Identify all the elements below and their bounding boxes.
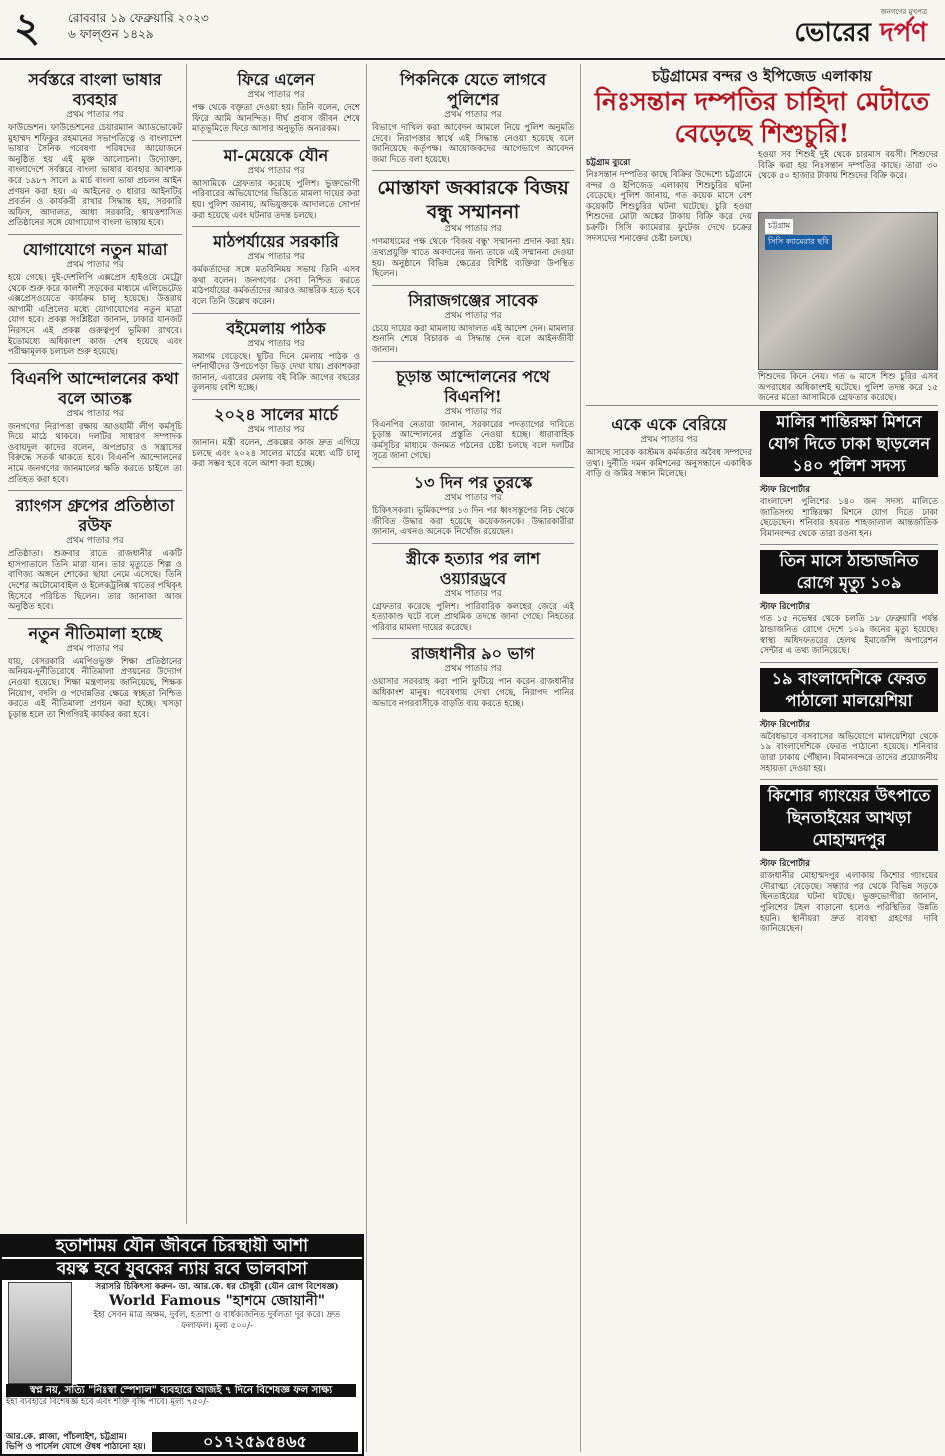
article-headline[interactable]: নতুন নীতিমালা হচ্ছে bbox=[28, 623, 162, 643]
article-body: চেয়ে দায়ের করা মামলায় আদালত এই আদেশ দেন। মামলার শুনানি শেষে বিচারক এ সিদ্ধান্ত দেন বলে আইনজীবী জানান। bbox=[372, 323, 574, 355]
continued-label: প্রথম পাতার পর bbox=[66, 259, 124, 270]
brand-name bbox=[794, 18, 927, 48]
lead-story-side bbox=[758, 150, 938, 182]
article-body: কর্মকর্তাদের সঙ্গে মতবিনিময় সভায় তিনি এসব কথা বলেন। জনগণের সেবা নিশ্চিত করতে মাঠপর্যায়ের কর্মকর্তাদের আরও আন্তরিক হতে হবে বলে তিনি উল্লেখ করেন। bbox=[192, 265, 360, 307]
ad-bottom bbox=[6, 1384, 356, 1408]
continued-label: প্রথম পাতার পর bbox=[66, 110, 124, 120]
article-headline[interactable]: কিশোর গ্যাংয়ের উৎপাতে ছিনতাইয়ের আখড়া মোহাম্মদপুর bbox=[760, 785, 938, 851]
article-headline[interactable]: ফিরে এলেন bbox=[237, 70, 315, 89]
article-body: ফাউন্ডেশন। ফাউন্ডেশনের চেয়ারম্যান অ্যাডভোকেট মুহাম্মদ শফিকুর রহমানের সভাপতিত্বে ও বাংলাদেশ ভাষার সৈনিক গবেষণা পরিষদের আয়োজনে অনুষ্ঠিত হয় এই মুক্ত আলোচনা। উদ্যোক্তা, বাংলাদেশে সর্বস্তরে বাংলা ভাষার ব্যবহার আবশ্যক করে ১৯৮৭ সালে ৯ মার্চ বাংলা ভাষা প্রচলন আইন প্রণয়ন করা হয়। এ আইনের ৩ ধারার আইনটির প্রবর্তন ও কার্যকরী রাখার সিদ্ধান্ত হয়, সরকারি অফিস, আদালত, আধা সরকারি, স্বায়ত্তশাসিত প্রতিষ্ঠানের সঙ্গে যোগাযোগ বাংলা ভাষায় হবে। bbox=[8, 123, 182, 229]
continued-label: প্রথম পাতার পর bbox=[66, 536, 124, 547]
article-body: জনগণের নিরাপত্তা রক্ষায় আওয়ামী লীগ কর্মসূচি দিয়ে মাঠে থাকবে। দলটির সাধারণ সম্পাদক ওবায়দুল কাদের বলেন, অপপ্রচার ও সন্ত্রাসের বিরুদ্ধে সতর্ক থাকতে হবে। বিএনপি আন্দোলনের নামে জনগণের জানমালের ক্ষতি করতে চাইলে তা প্রতিহত করা হবে। bbox=[8, 421, 182, 485]
divider bbox=[192, 140, 360, 141]
divider bbox=[192, 226, 360, 227]
ad-strip-description: ইহা ব্যবহারে বিশেষজ্ঞ হবে এবং শক্তি বৃদ্ধি পাবে। মূল্য ৭৫০/- bbox=[6, 1397, 209, 1407]
continued-label: প্রথম পাতার পর bbox=[66, 643, 124, 654]
article-headline[interactable]: স্ত্রীকে হত্যার পর লাশ ওয়্যারড্রবে bbox=[405, 548, 541, 588]
article-headline[interactable]: সর্বস্তরে বাংলা ভাষার ব্যবহার bbox=[28, 70, 162, 109]
article-headline[interactable]: মোস্তাফা জব্বারকে বিজয় বন্ধু সম্মাননা bbox=[377, 177, 569, 224]
continued-label: প্রথম পাতার পর bbox=[444, 310, 502, 321]
continued-label: প্রথম পাতার পর bbox=[247, 252, 305, 263]
divider bbox=[372, 361, 574, 362]
divider bbox=[372, 638, 574, 639]
lead-story-text bbox=[586, 150, 752, 244]
ad-address: আর.কে. প্লাজা, পাঁচলাইশ, চট্টগ্রাম। ভিপি ও পার্সেল যোগে ঔষধ পাঠানো হয়। bbox=[6, 1432, 146, 1452]
article-body: জানান। মন্ত্রী বলেন, প্রকল্পের কাজ দ্রুত এগিয়ে চলছে এবং ২০২৪ সালের মার্চের মধ্যে এটি চালু করা সম্ভব হবে বলে আশা করা হচ্ছে। bbox=[192, 437, 360, 470]
peacekeeping-story bbox=[760, 411, 938, 935]
byline: স্টাফ রিপোর্টার bbox=[760, 485, 810, 495]
divider bbox=[8, 490, 182, 491]
byline: স্টাফ রিপোর্টার bbox=[760, 859, 810, 870]
article-headline[interactable]: মা-মেয়েকে যৌন bbox=[223, 145, 329, 165]
brand-name-part2: দর্পণ bbox=[879, 18, 927, 48]
article-headline[interactable]: সিরাজগঞ্জের সাবেক bbox=[408, 290, 538, 310]
divider bbox=[192, 313, 360, 314]
divider bbox=[586, 405, 938, 406]
ad-text bbox=[78, 1282, 356, 1332]
continued-label: প্রথম পাতার পর bbox=[247, 90, 305, 100]
divider bbox=[760, 779, 938, 780]
divider bbox=[372, 285, 574, 286]
date-bengali: ৬ ফাল্গুন ১৪২৯ bbox=[68, 27, 154, 41]
continued-label: প্রথম পাতার পর bbox=[444, 492, 502, 503]
product-description: ইহা সেবন মাত্র অক্ষম, দুর্বল, হতাশা ও বার্ধক্যজনিত দুর্বলতা দূর করে। দ্রুত ফলাফল। মূল্য ৫০০/- bbox=[93, 1310, 341, 1331]
article-headline[interactable]: ২০২৪ সালের মার্চে bbox=[214, 404, 338, 424]
byline: চট্টগ্রাম ব্যুরো bbox=[586, 158, 631, 168]
article-headline[interactable]: একে একে বেরিয়ে bbox=[611, 415, 727, 434]
article-body: শিশুদের কিনে নেয়। গত ৬ মাসে শিশু চুরির এসব অপরাধের অধিকাংশই ঘটেছে। পুলিশ তদন্ত করে ১৫ জনের মতো আসামিকে গ্রেফতার করেছে। bbox=[758, 372, 938, 404]
article-body: অবৈধভাবে বসবাসের অভিযোগে মালয়েশিয়া থেকে ১৯ বাংলাদেশিকে ফেরত পাঠানো হয়েছে। শনিবার তারা ঢাকায় পৌঁছান। বিমানবন্দরে তাদের প্রয়োজনীয় সহায়তা দেওয়া হয়। bbox=[760, 731, 938, 774]
divider bbox=[192, 399, 360, 400]
article-body: আসামিকে গ্রেফতার করেছে পুলিশ। ভুক্তভোগী পরিবারের অভিযোগের ভিত্তিতে মামলা দায়ের করা হয়। পুলিশ জানায়, অভিযুক্তকে আদালতে সোপর্দ করা হয়েছে এবং ঘটনার তদন্ত চলছে। bbox=[192, 178, 360, 221]
article-headline[interactable]: যোগাযোগে নতুন মাত্রা bbox=[22, 239, 168, 259]
article-headline[interactable]: রাজধানীর ৯০ ভাগ bbox=[411, 644, 535, 664]
article-body: গ্রেফতার করেছে পুলিশ। পারিবারিক কলহের জেরে এই হত্যাকাণ্ড ঘটে বলে প্রাথমিক তদন্তে জানা গেছে। নিহতের পরিবার মামলা দায়ের করেছে। bbox=[372, 601, 574, 633]
date-gregorian: রোববার ১৯ ফেব্রুয়ারি ২০২৩ bbox=[68, 11, 209, 25]
column-divider bbox=[186, 64, 187, 1224]
divider bbox=[372, 170, 574, 171]
article-headline[interactable]: মাঠপর্যায়ের সরকারি bbox=[213, 232, 339, 252]
lead-story-continuation bbox=[758, 372, 938, 404]
article-body: হওয়া সব শিশুই দুই থেকে চারমাস বয়সী। শিশুদের বিক্রি করা হয় নিঃসন্তান দম্পতির কাছে। তারা ৩০ থেকে ৫০ হাজার টাকায় শিশুদের বিক্রি করে। bbox=[758, 150, 938, 182]
divider bbox=[372, 543, 574, 544]
article-headline[interactable]: চূড়ান্ত আন্দোলনের পথে বিএনপি! bbox=[396, 366, 550, 406]
divider bbox=[8, 234, 182, 235]
column-divider bbox=[580, 64, 581, 1452]
divider bbox=[372, 467, 574, 468]
continued-label: প্রথম পাতার পর bbox=[444, 224, 502, 235]
photo-location-tag: চট্টগ্রাম bbox=[765, 219, 793, 234]
article-body: গণমাধ্যমের পক্ষ থেকে 'বিজয় বন্ধু' সম্মাননা প্রদান করা হয়। তথ্যপ্রযুক্তি খাতে অবদানের জন্য তাকে এই সম্মাননা দেওয়া হয়। অনুষ্ঠানে বিভিন্ন ক্ষেত্রের বিশিষ্ট ব্যক্তিরা উপস্থিত ছিলেন। bbox=[372, 237, 574, 280]
photo-caption-tag: সিসি ক্যামেরার ছবি bbox=[765, 235, 832, 250]
continued-label: প্রথম পাতার পর bbox=[247, 165, 305, 176]
ad-title-1: হতাশাময় যৌন জীবনে চিরস্থায়ী আশা bbox=[2, 1236, 362, 1257]
article-body: প্রতিষ্ঠাতা। শুক্রবার রাতে রাজধানীর একটি হাসপাতালে তিনি মারা যান। তার মৃত্যুতে শিল্প ও বাণিজ্য অঙ্গনে শোকের ছায়া নেমে এসেছে। তিনি দেশের অটোমোবাইল ও ইলেকট্রনিক্স খাতের পথিকৃৎ হিসেবে পরিচিত ছিলেন। তার জানাজা আজ অনুষ্ঠিত হবে। bbox=[8, 549, 182, 613]
article-headline[interactable]: র‍্যাংগস গ্রুপের প্রতিষ্ঠাতা রউফ bbox=[15, 496, 175, 536]
continued-label: প্রথম পাতার পর bbox=[444, 406, 502, 417]
continued-label: প্রথম পাতার পর bbox=[444, 588, 502, 599]
article-headline[interactable]: পিকনিকে যেতে লাগবে পুলিশের bbox=[399, 70, 547, 109]
ad-strip: স্বপ্ন নয়, সত্যি "নিঃস্বা স্পেশাল" ব্যবহারে আজই ৭ দিনে বিশেষজ্ঞ ফল সাক্ষ্য bbox=[6, 1384, 356, 1397]
doctor-portrait bbox=[8, 1282, 72, 1384]
page-number: ২ bbox=[14, 4, 41, 51]
article-body: বিএনপির নেতারা জানান, সরকারের পদত্যাগের দাবিতে চূড়ান্ত আন্দোলনের প্রস্তুতি নেওয়া হচ্ছে। ধারাবাহিক কর্মসূচির মাধ্যমে জনমত গঠনের চেষ্টা চলছে বলে দলটির সূত্রে জানা গেছে। bbox=[372, 419, 574, 462]
article-body: রাজধানীর মোহাম্মদপুর এলাকায় কিশোর গ্যাংয়ের দৌরাত্ম্য বেড়েছে। সন্ধ্যার পর থেকে বিভিন্ন সড়কে ছিনতাইয়ের ঘটনা ঘটছে। ভুক্তভোগীরা জানান, পুলিশের টহল বাড়ানো হলেও পরিস্থিতির উন্নতি হয়নি। স্থানীয়রা দ্রুত ব্যবস্থা গ্রহণের দাবি জানিয়েছেন। bbox=[760, 871, 938, 935]
lead-headline[interactable]: নিঃসন্তান দম্পতির চাহিদা মেটাতে বেড়েছে শিশুচুরি! bbox=[594, 87, 930, 148]
article-body: নিঃসন্তান দম্পতির কাছে বিক্রির উদ্দেশ্যে চট্টগ্রামে বন্দর ও ইপিজেড এলাকায় শিশুচুরির ঘটনা বেড়েছে। পুলিশ জানায়, গত কয়েক মাসে বেশ কয়েকটি শিশুচুরির ঘটনা ঘটেছে। চুরি হওয়া শিশুদের মোটা অঙ্কের টাকায় বিক্রি করে দেয় চক্রটি। সিসি ক্যামেরার ফুটেজ দেখে চক্রের সদস্যদের শনাক্তের চেষ্টা চলছে। bbox=[586, 170, 752, 244]
article-headline[interactable]: ১৯ বাংলাদেশিকে ফেরত পাঠালো মালয়েশিয়া bbox=[760, 668, 938, 712]
article-body: ওয়াসার সরবরাহ করা পানি ফুটিয়ে পান করেন রাজধানীর অধিকাংশ মানুষ। গবেষণায় দেখা গেছে, নিরাপদ পানির অভাবে নগরবাসীকে বাড়তি ব্যয় করতে হচ্ছে। bbox=[372, 677, 574, 709]
continued-label: প্রথম পাতার পর bbox=[640, 435, 698, 445]
article-body: যায়, বেসরকারি এমপিওভুক্ত শিক্ষা প্রতিষ্ঠানের অনিয়ম-দুর্নীতিরোধে নীতিমালা প্রণয়নের উদ্যোগ নেওয়া হয়েছে। শিক্ষা মন্ত্রণালয় জানিয়েছে, শিক্ষক নিয়োগ, বদলি ও পদোন্নতির ক্ষেত্রে স্বচ্ছতা নিশ্চিত করতে এই নীতিমালা প্রণয়ন করা হচ্ছে। খসড়া চূড়ান্ত হলে তা শিগগিরই কার্যকর করা হবে। bbox=[8, 656, 182, 720]
article-headline[interactable]: বইমেলায় পাঠক bbox=[226, 318, 326, 338]
ad-title-2: বয়স্ক হবে যুবকের ন্যায় রবে ভালবাসা bbox=[2, 1257, 362, 1280]
article-headline[interactable]: তিন মাসে ঠান্ডাজনিত রোগে মৃত্যু ১০৯ bbox=[760, 550, 938, 594]
continued-label: প্রথম পাতার পর bbox=[247, 338, 305, 349]
byline: স্টাফ রিপোর্টার bbox=[760, 602, 810, 613]
issue-date bbox=[68, 10, 209, 42]
continued-label: প্রথম পাতার পর bbox=[444, 664, 502, 675]
advertisement[interactable] bbox=[0, 1234, 364, 1456]
article-body: বিভাগে দাখিল করা আবেদন আমলে নিয়ে পুলিশ অনুমতি দেবে। নিরাপত্তার স্বার্থে এই সিদ্ধান্ত নেওয়া হয়েছে বলে জানিয়েছে কর্তৃপক্ষ। আয়োজকদের আগেভাগে আবেদন জমা দিতে বলা হয়েছে। bbox=[372, 123, 574, 165]
cctv-photo bbox=[758, 212, 938, 370]
doctor-line: সরাসরি চিকিৎসা করুন- ডা. আর.কে. ধর চৌধুরী (যৌন রোগ বিশেষজ্ঞ) bbox=[95, 1282, 339, 1292]
article-body: হয়ে গেছে। দুই-দেশলিপি এক্সপ্রেস হাইওয়ে মেট্রো থেকে শুরু করে কালশী সড়কের মাধ্যমে এলিভেটেড এক্সপ্রেসওয়েতে কার্যক্রম চালু হয়েছে। উত্তরায় আগামী এপ্রিলের মধ্যে যোগাযোগের নতুন মাত্রা যোগ হবে। প্রকল্প সংশ্লিষ্টরা জানান, ঢাকার যানজট নিরসনে এই প্রকল্প গুরুত্বপূর্ণ ভূমিকা রাখবে। ইতোমধ্যে অধিকাংশ কাজ শেষ হয়েছে এবং পরীক্ষামূলক চলাচল শুরু হয়েছে। bbox=[8, 272, 182, 358]
masthead bbox=[0, 0, 945, 60]
column-3 bbox=[372, 66, 574, 1450]
article-body: সমাগম বেড়েছে। ছুটির দিনে মেলায় পাঠক ও দর্শনার্থীদের উপচেপড়া ভিড় দেখা যায়। প্রকাশকরা জানান, এবারের মেলায় বই বিক্রি আগের বছরের তুলনায় বেশি হচ্ছে। bbox=[192, 351, 360, 394]
article-headline[interactable]: বিএনপি আন্দোলনের কথা বলে আতঙ্ক bbox=[11, 368, 179, 408]
article-body: আসছে সাবেক কাস্টমস কর্মকর্তার অবৈধ সম্পদের তথ্য। দুর্নীতি দমন কমিশনের অনুসন্ধানে একাধিক বাড়ি ও জমির সন্ধান মিলেছে। bbox=[586, 448, 752, 480]
lead-story bbox=[586, 150, 938, 404]
brand-tagline: জনগণের মুখপত্র bbox=[880, 8, 927, 16]
section-headline[interactable]: চট্টগ্রামের বন্দর ও ইপিজেড এলাকায় bbox=[652, 67, 872, 85]
brand-name-part1: ভোরের bbox=[794, 18, 880, 48]
divider bbox=[760, 662, 938, 663]
article-body: পক্ষ থেকে বক্তৃতা দেওয়া হয়। তিনি বলেন, দেশে ফিরে আমি আনন্দিত। দীর্ঘ প্রবাস জীবন শেষে মাতৃভূমিতে ফিরে আসার অনুভূতি অন্যরকম। bbox=[192, 103, 360, 135]
byline: স্টাফ রিপোর্টার bbox=[760, 719, 810, 730]
article-headline[interactable]: ১৩ দিন পর তুরস্কে bbox=[413, 472, 533, 492]
brand-logo bbox=[794, 6, 927, 48]
continued-label: প্রথম পাতার পর bbox=[444, 110, 502, 120]
right-block bbox=[586, 62, 938, 1450]
article-headline[interactable]: মালির শান্তিরক্ষা মিশনে যোগ দিতে ঢাকা ছাড়লেন ১৪০ পুলিশ সদস্য bbox=[760, 411, 938, 477]
ad-phone[interactable]: ০১৭২৫৯৫৪৬৫ bbox=[152, 1432, 358, 1452]
side-story bbox=[586, 411, 752, 480]
column-1 bbox=[8, 66, 182, 1230]
product-name: World Famous "হাশমে জোয়ানী" bbox=[108, 1293, 326, 1309]
article-body: বাংলাদেশ পুলিশের ১৪০ জন সদস্য মালিতে জাতিসংঘ শান্তিরক্ষা মিশনে যোগ দিতে ঢাকা ছেড়েছেন। শনিবার হযরত শাহজালাল আন্তর্জাতিক বিমানবন্দর থেকে তারা রওনা হন। bbox=[760, 497, 938, 539]
column-2 bbox=[192, 66, 360, 1230]
divider bbox=[760, 544, 938, 545]
divider bbox=[8, 363, 182, 364]
continued-label: প্রথম পাতার পর bbox=[247, 424, 305, 435]
article-body: চিকিৎসকরা। ভূমিকম্পের ১৩ দিন পর ধ্বংসস্তূপের নিচ থেকে জীবিত উদ্ধার করা হয়েছে কয়েকজনকে। উদ্ধারকারীরা জানান, এখনও অনেকে নিখোঁজ রয়েছেন। bbox=[372, 505, 574, 538]
column-divider bbox=[366, 64, 367, 1452]
continued-label: প্রথম পাতার পর bbox=[66, 408, 124, 419]
divider bbox=[8, 618, 182, 619]
article-body: গত ১৫ নভেম্বর থেকে চলতি ১৮ ফেব্রুয়ারি পর্যন্ত ঠান্ডাজনিত রোগে দেশে ১০৯ জনের মৃত্যু হয়েছে। স্বাস্থ্য অধিদফতরের হেলথ ইমার্জেন্সি অপারেশন সেন্টার এ তথ্য জানিয়েছে। bbox=[760, 614, 938, 657]
